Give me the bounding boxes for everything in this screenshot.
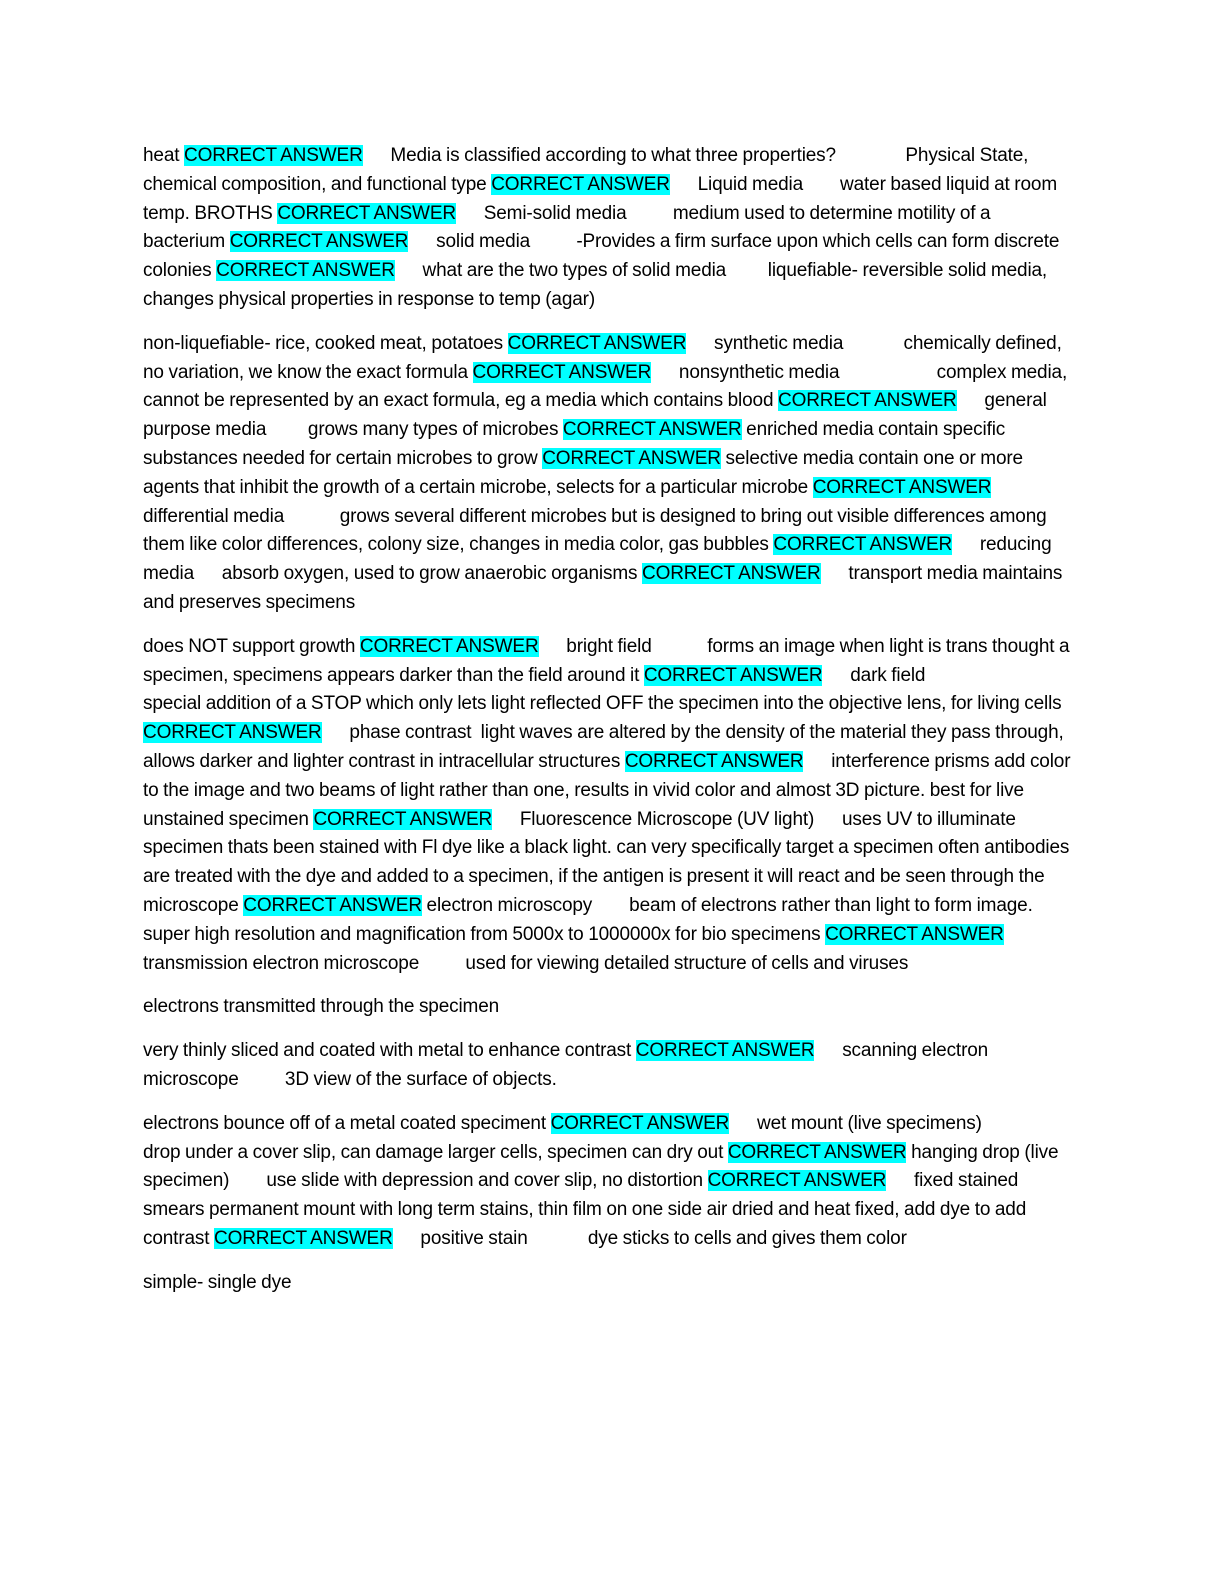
paragraph-text: bright field forms an image when light is trans thought a specimen, specimens appears darker than the field around it — [143, 635, 1075, 686]
highlighted-answer-label: CORRECT ANSWER — [642, 563, 821, 585]
paragraph-text: what are the two types of solid media liquefiable- reversible solid media, changes physical properties in response to temp (agar) — [143, 260, 1052, 310]
paragraph-text: Semi-solid media medium used to determine motility of a bacterium — [143, 202, 996, 253]
paragraph-text: electrons transmitted through the specimen — [143, 996, 500, 1018]
highlighted-answer-label: CORRECT ANSWER — [243, 894, 422, 916]
paragraph-text: electron microscopy beam of electrons rather than light to form image. super high resolution and magnification from 5000x to 1000000x for bio specimens — [143, 894, 1038, 945]
paragraph-text: very thinly sliced and coated with metal to enhance contrast — [143, 1040, 636, 1062]
highlighted-answer-label: CORRECT ANSWER — [313, 808, 493, 830]
paragraph-text: fixed stained smears permanent mount with long term stains, thin film on one side air dried and heat fixed, add dye to add contrast — [143, 1170, 1031, 1249]
paragraph-text: scanning electron microscope 3D view of the surface of objects. — [143, 1040, 993, 1090]
highlighted-answer-label: CORRECT ANSWER — [635, 1040, 815, 1062]
paragraph-text: general purpose media grows many types of microbes — [143, 390, 1052, 441]
paragraph-text: reducing media absorb oxygen, used to grow anaerobic organisms — [143, 534, 1057, 585]
text-paragraph — [143, 1110, 1080, 1254]
text-paragraph — [143, 1269, 1073, 1298]
highlighted-answer-label: CORRECT ANSWER — [491, 173, 670, 195]
paragraph-text: nonsynthetic media complex media, cannot be represented by an exact formula, eg a media which contains blood — [143, 361, 1072, 412]
highlighted-answer-label: CORRECT ANSWER — [184, 145, 363, 166]
paragraph-text: transmission electron microscope used for viewing detailed structure of cells and viruses — [143, 923, 1032, 974]
highlighted-answer-label: CORRECT ANSWER — [214, 1227, 393, 1249]
paragraph-text: simple- single dye — [143, 1271, 292, 1293]
highlighted-answer-label: CORRECT ANSWER — [542, 447, 721, 469]
document-page — [143, 142, 1080, 1312]
paragraph-text: enriched media contain specific substances needed for certain microbes to grow — [143, 419, 1010, 469]
highlighted-answer-label: CORRECT ANSWER — [507, 332, 687, 354]
highlighted-answer-label: CORRECT ANSWER — [643, 664, 823, 686]
paragraph-text: heat — [143, 145, 185, 166]
paragraph-text: selective media contain one or more agents that inhibit the growth of a certain microbe, selects for a particular microbe — [143, 447, 1028, 498]
highlighted-answer-label: CORRECT ANSWER — [143, 722, 322, 744]
highlighted-answer-label: CORRECT ANSWER — [773, 534, 953, 556]
highlighted-answer-label: CORRECT ANSWER — [550, 1112, 730, 1134]
text-paragraph — [143, 1037, 1073, 1095]
highlighted-answer-label: CORRECT ANSWER — [727, 1141, 907, 1163]
paragraph-text: dark field special addition of a STOP which only lets light reflected OFF the specimen into the objective lens, for living cells — [143, 664, 1067, 715]
highlighted-answer-label: CORRECT ANSWER — [825, 923, 1004, 945]
highlighted-answer-label: CORRECT ANSWER — [277, 202, 456, 224]
paragraph-text: synthetic media chemically defined, no variation, we know the exact formula — [143, 332, 1067, 383]
paragraph-text: differential media grows several different microbes but is designed to bring out visible differences among them like color differences, colony size, changes in media color, gas bubbles — [143, 476, 1052, 556]
paragraph-text: electrons bounce off of a metal coated speciment — [143, 1112, 551, 1134]
paragraph-text: does NOT support growth — [143, 635, 360, 657]
highlighted-answer-label: CORRECT ANSWER — [229, 231, 409, 253]
text-paragraph — [143, 993, 1073, 1022]
paragraph-text: Liquid media water based liquid at room temp. BROTHS — [143, 173, 1062, 224]
highlighted-answer-label: CORRECT ANSWER — [707, 1170, 887, 1192]
paragraph-text: Media is classified according to what three properties? Physical State, chemical composition, and functional type — [143, 145, 1033, 195]
paragraph-text: wet mount (live specimens) drop under a cover slip, can damage larger cells, specimen can dry out — [143, 1112, 1080, 1163]
paragraph-text: positive stain dye sticks to cells and gives them color — [392, 1227, 907, 1249]
highlighted-answer-label: CORRECT ANSWER — [216, 260, 395, 282]
text-paragraph — [143, 330, 1073, 618]
paragraph-text: solid media -Provides a firm surface upon which cells can form discrete colonies — [143, 231, 1064, 282]
paragraph-text: interference prisms add color to the image and two beams of light rather than one, results in vivid color and almost 3D picture. best for live unstained specimen — [143, 750, 1076, 830]
paragraph-text: Fluorescence Microscope (UV light) uses UV to illuminate specimen thats been stained with Fl dye like a black light. can very specifically target a specimen often antibodies are treated with the dye and added to a specimen, if the antigen is present it will react and be seen through the microscope — [143, 808, 1074, 916]
highlighted-answer-label: CORRECT ANSWER — [812, 476, 992, 498]
highlighted-answer-label: CORRECT ANSWER — [472, 361, 652, 383]
paragraph-text: hanging drop (live specimen) use slide with depression and cover slip, no distortion — [143, 1141, 1064, 1192]
highlighted-answer-label: CORRECT ANSWER — [778, 390, 957, 412]
paragraph-text: transport media maintains and preserves specimens — [143, 563, 1067, 613]
highlighted-answer-label: CORRECT ANSWER — [562, 419, 742, 441]
text-paragraph — [143, 633, 1076, 979]
text-paragraph — [143, 142, 1073, 315]
paragraph-text: phase contrast light waves are altered by the density of the material they pass through, allows darker and lighter contrast in intracellular structures — [143, 722, 1069, 772]
paragraph-text: non-liquefiable- rice, cooked meat, potatoes — [143, 332, 508, 354]
highlighted-answer-label: CORRECT ANSWER — [359, 635, 539, 657]
highlighted-answer-label: CORRECT ANSWER — [624, 750, 804, 772]
